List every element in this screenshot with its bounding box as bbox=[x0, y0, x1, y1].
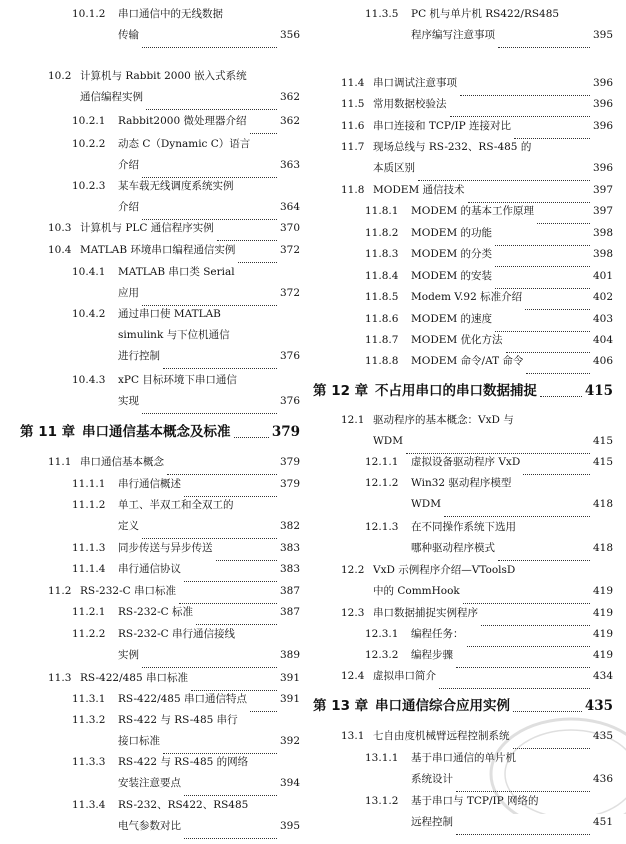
section-title: 实现 bbox=[118, 395, 139, 407]
left-entry-23 bbox=[0, 799, 300, 820]
dot-leader bbox=[468, 201, 590, 203]
left-entry-12 bbox=[0, 478, 300, 499]
right-entry-2 bbox=[313, 98, 613, 119]
page-number: 370 bbox=[279, 222, 300, 234]
dot-leader bbox=[463, 602, 590, 604]
left-entry-4-line-2 bbox=[0, 201, 300, 222]
section-title: MODEM 通信技术 bbox=[373, 184, 465, 196]
section-number: 第 12 章 bbox=[313, 383, 369, 399]
section-title: 在不同操作系统下选用 bbox=[411, 521, 516, 533]
section-number: 11.7 bbox=[341, 141, 365, 153]
right-entry-4 bbox=[313, 141, 613, 162]
dot-leader bbox=[460, 94, 590, 96]
section-number: 12.1 bbox=[341, 414, 365, 426]
section-number: 11.8.3 bbox=[365, 248, 399, 260]
dot-leader bbox=[196, 623, 277, 625]
section-title: 定义 bbox=[118, 520, 139, 532]
page-number: 397 bbox=[592, 184, 613, 196]
section-number: 11.1.3 bbox=[72, 542, 106, 554]
section-title: 不占用串口的串口数据捕捉 bbox=[375, 383, 537, 399]
page-number: 362 bbox=[279, 115, 300, 127]
section-number: 11.8.2 bbox=[365, 227, 399, 239]
section-title: MODEM 命令/AT 命令 bbox=[411, 355, 524, 367]
page-number: 451 bbox=[592, 816, 613, 828]
section-title: 计算机与 PLC 通信程序实例 bbox=[80, 222, 214, 234]
section-title: 串行通信协议 bbox=[118, 563, 181, 575]
section-number: 10.3 bbox=[48, 222, 72, 234]
section-title: 同步传送与异步传送 bbox=[118, 542, 213, 554]
right-entry-15-line-2 bbox=[313, 435, 613, 456]
right-entry-5 bbox=[313, 184, 613, 205]
page-number: 395 bbox=[592, 29, 613, 41]
section-title: MODEM 的速度 bbox=[411, 313, 493, 325]
left-entry-21 bbox=[0, 714, 300, 735]
section-title: RS-232-C 串口标准 bbox=[80, 585, 176, 597]
left-entry-23-line-2 bbox=[0, 820, 300, 841]
section-title: simulink 与下位机通信 bbox=[118, 329, 230, 341]
right-entry-6 bbox=[313, 205, 613, 226]
left-entry-8 bbox=[0, 308, 300, 329]
dot-leader bbox=[184, 495, 277, 497]
section-title: 编程任务： bbox=[411, 628, 464, 640]
left-entry-17 bbox=[0, 606, 300, 627]
section-title: 系统设计 bbox=[411, 773, 453, 785]
section-number: 12.2 bbox=[341, 564, 365, 576]
section-title: MODEM 的安装 bbox=[411, 270, 493, 282]
dot-leader bbox=[456, 833, 590, 835]
section-title: 驱动程序的基本概念：VxD 与 bbox=[373, 414, 514, 426]
dot-leader bbox=[163, 752, 277, 754]
page-number: 391 bbox=[279, 672, 300, 684]
section-number: 11.1.4 bbox=[72, 563, 106, 575]
section-number: 10.4.2 bbox=[72, 308, 106, 320]
section-title: 程序编写注意事项 bbox=[411, 29, 495, 41]
page-number: 394 bbox=[279, 777, 300, 789]
page-number: 419 bbox=[592, 649, 613, 661]
page-number: 383 bbox=[279, 542, 300, 554]
dot-leader bbox=[250, 710, 277, 712]
section-number: 10.1.2 bbox=[72, 8, 106, 20]
section-title: MATLAB 串口类 Serial bbox=[118, 266, 235, 278]
left-entry-10 bbox=[0, 424, 300, 440]
section-title: 安装注意要点 bbox=[118, 777, 181, 789]
section-title: 远程控制 bbox=[411, 816, 453, 828]
section-title: 实例 bbox=[118, 649, 139, 661]
section-title: 串行通信概述 bbox=[118, 478, 181, 490]
section-number: 12.1.3 bbox=[365, 521, 399, 533]
section-title: 现场总线与 RS-232、RS-485 的 bbox=[373, 141, 532, 153]
section-number: 11.3.4 bbox=[72, 799, 106, 811]
section-title: 应用 bbox=[118, 287, 139, 299]
right-entry-4-line-2 bbox=[313, 162, 613, 183]
dot-leader bbox=[525, 308, 590, 310]
right-entry-23 bbox=[313, 670, 613, 691]
section-title: MODEM 的基本工作原理 bbox=[411, 205, 535, 217]
section-title: MODEM 优化方法 bbox=[411, 334, 503, 346]
left-entry-0 bbox=[0, 8, 300, 29]
page-number: 402 bbox=[592, 291, 613, 303]
dot-leader bbox=[498, 46, 590, 48]
dot-leader bbox=[467, 645, 590, 647]
section-number: 11.5 bbox=[341, 98, 365, 110]
page-number: 415 bbox=[584, 383, 613, 399]
right-entry-3 bbox=[313, 120, 613, 141]
right-entry-22 bbox=[313, 649, 613, 670]
section-number: 13.1.1 bbox=[365, 752, 399, 764]
page-number: 379 bbox=[271, 424, 300, 440]
section-title: 通过串口使 MATLAB bbox=[118, 308, 221, 320]
section-title: 介绍 bbox=[118, 159, 139, 171]
section-title: RS-422 与 RS-485 的网络 bbox=[118, 756, 249, 768]
page-number: 376 bbox=[279, 395, 300, 407]
section-title: 通信编程实例 bbox=[80, 91, 143, 103]
page-number: 396 bbox=[592, 120, 613, 132]
section-number: 11.3.1 bbox=[72, 693, 106, 705]
page-number: 372 bbox=[279, 244, 300, 256]
left-entry-5 bbox=[0, 222, 300, 243]
right-entry-27-line-2 bbox=[313, 816, 613, 837]
left-entry-7-line-2 bbox=[0, 287, 300, 308]
section-title: 串口连接和 TCP/IP 连接对比 bbox=[373, 120, 512, 132]
section-number: 11.3.2 bbox=[72, 714, 106, 726]
left-entry-1-line-2 bbox=[0, 91, 300, 112]
dot-leader bbox=[495, 330, 590, 332]
section-title: 单工、半双工和全双工的 bbox=[118, 499, 234, 511]
section-title: 基于串口通信的单片机 bbox=[411, 752, 516, 764]
left-entry-18-line-2 bbox=[0, 649, 300, 670]
dot-leader bbox=[142, 304, 277, 306]
right-entry-16 bbox=[313, 456, 613, 477]
right-entry-7 bbox=[313, 227, 613, 248]
section-title: Rabbit2000 微处理器介绍 bbox=[118, 115, 247, 127]
section-number: 11.8.7 bbox=[365, 334, 399, 346]
section-number: 13.1.2 bbox=[365, 795, 399, 807]
left-entry-13 bbox=[0, 499, 300, 520]
page-number: 404 bbox=[592, 334, 613, 346]
dot-leader bbox=[506, 351, 590, 353]
right-entry-19-line-2 bbox=[313, 585, 613, 606]
right-entry-1 bbox=[313, 77, 613, 98]
right-entry-12 bbox=[313, 334, 613, 355]
section-number: 11.8.4 bbox=[365, 270, 399, 282]
left-entry-1 bbox=[0, 70, 300, 91]
left-entry-22-line-2 bbox=[0, 777, 300, 798]
dot-leader bbox=[184, 794, 277, 796]
right-entry-11 bbox=[313, 313, 613, 334]
dot-leader bbox=[238, 261, 277, 263]
section-number: 11.4 bbox=[341, 77, 365, 89]
page-number: 419 bbox=[592, 628, 613, 640]
right-entry-0-line-2 bbox=[313, 29, 613, 50]
left-entry-13-line-2 bbox=[0, 520, 300, 541]
page-number: 434 bbox=[592, 670, 613, 682]
dot-leader bbox=[450, 115, 590, 117]
dot-leader bbox=[481, 624, 590, 626]
page-number: 379 bbox=[279, 456, 300, 468]
left-entry-2 bbox=[0, 115, 300, 136]
section-title: 七自由度机械臂远程控制系统 bbox=[373, 730, 510, 742]
page-number: 397 bbox=[592, 205, 613, 217]
dot-leader bbox=[142, 218, 277, 220]
dot-leader bbox=[495, 265, 590, 267]
left-entry-16 bbox=[0, 585, 300, 606]
page-number: 436 bbox=[592, 773, 613, 785]
right-entry-9 bbox=[313, 270, 613, 291]
left-entry-7 bbox=[0, 266, 300, 287]
section-title: 本质区别 bbox=[373, 162, 415, 174]
section-number: 11.8.5 bbox=[365, 291, 399, 303]
dot-leader bbox=[216, 559, 277, 561]
right-entry-18-line-2 bbox=[313, 542, 613, 563]
section-title: 串口通信中的无线数据 bbox=[118, 8, 223, 20]
left-entry-20 bbox=[0, 693, 300, 714]
left-entry-6 bbox=[0, 244, 300, 265]
section-number: 10.4 bbox=[48, 244, 72, 256]
right-entry-13 bbox=[313, 355, 613, 376]
page-number: 418 bbox=[592, 542, 613, 554]
section-title: 编程步骤 bbox=[411, 649, 453, 661]
page-number: 387 bbox=[279, 585, 300, 597]
page-number: 396 bbox=[592, 162, 613, 174]
section-title: RS-232-C 标准 bbox=[118, 606, 193, 618]
dot-leader bbox=[495, 244, 590, 246]
dot-leader bbox=[142, 46, 277, 48]
page-number: 415 bbox=[592, 456, 613, 468]
left-entry-8-line-3 bbox=[0, 350, 300, 371]
section-number: 11.8.1 bbox=[365, 205, 399, 217]
dot-leader bbox=[146, 108, 277, 110]
section-title: 某车载无线调度系统实例 bbox=[118, 180, 234, 192]
section-title: 中的 CommHook bbox=[373, 585, 460, 597]
left-entry-3 bbox=[0, 138, 300, 159]
section-title: 基于串口与 TCP/IP 网络的 bbox=[411, 795, 539, 807]
dot-leader bbox=[234, 436, 269, 438]
dot-leader bbox=[406, 452, 590, 454]
dot-leader bbox=[142, 537, 277, 539]
right-entry-14 bbox=[313, 383, 613, 399]
section-title: WDM bbox=[411, 498, 441, 510]
section-title: 虚拟串口简介 bbox=[373, 670, 436, 682]
dot-leader bbox=[537, 222, 590, 224]
section-title: Modem V.92 标准介绍 bbox=[411, 291, 523, 303]
left-entry-4 bbox=[0, 180, 300, 201]
section-number: 10.2.3 bbox=[72, 180, 106, 192]
section-number: 11.3 bbox=[48, 672, 72, 684]
page-number: 435 bbox=[592, 730, 613, 742]
left-entry-18 bbox=[0, 628, 300, 649]
page-number: 401 bbox=[592, 270, 613, 282]
section-title: 常用数据校验法 bbox=[373, 98, 447, 110]
dot-leader bbox=[526, 372, 590, 374]
section-title: 传输 bbox=[118, 29, 139, 41]
left-entry-14 bbox=[0, 542, 300, 563]
section-title: Win32 驱动程序模型 bbox=[411, 477, 512, 489]
dot-leader bbox=[184, 580, 277, 582]
page-number: 395 bbox=[279, 820, 300, 832]
page-number: 398 bbox=[592, 248, 613, 260]
section-title: 虚拟设备驱动程序 VxD bbox=[411, 456, 521, 468]
right-entry-8 bbox=[313, 248, 613, 269]
page-number: 392 bbox=[279, 735, 300, 747]
page-number: 379 bbox=[279, 478, 300, 490]
section-number: 11.6 bbox=[341, 120, 365, 132]
dot-leader bbox=[142, 176, 277, 178]
page-number: 406 bbox=[592, 355, 613, 367]
section-title: RS-422/485 串口标准 bbox=[80, 672, 188, 684]
section-title: 串口通信综合应用实例 bbox=[375, 698, 510, 714]
section-number: 10.2 bbox=[48, 70, 72, 82]
section-number: 11.1.1 bbox=[72, 478, 106, 490]
dot-leader bbox=[418, 179, 590, 181]
page-number: 396 bbox=[592, 98, 613, 110]
section-number: 11.2.2 bbox=[72, 628, 106, 640]
dot-leader bbox=[217, 239, 277, 241]
section-title: 电气参数对比 bbox=[118, 820, 181, 832]
section-number: 12.1.2 bbox=[365, 477, 399, 489]
section-title: 进行控制 bbox=[118, 350, 160, 362]
right-entry-21 bbox=[313, 628, 613, 649]
dot-leader bbox=[523, 473, 590, 475]
page-number: 396 bbox=[592, 77, 613, 89]
section-number: 10.2.2 bbox=[72, 138, 106, 150]
page-number: 418 bbox=[592, 498, 613, 510]
section-number: 12.3.2 bbox=[365, 649, 399, 661]
left-entry-21-line-2 bbox=[0, 735, 300, 756]
section-number: 10.2.1 bbox=[72, 115, 106, 127]
dot-leader bbox=[167, 473, 277, 475]
dot-leader bbox=[142, 666, 277, 668]
dot-leader bbox=[498, 559, 590, 561]
section-number: 10.4.3 bbox=[72, 374, 106, 386]
page-number: 419 bbox=[592, 607, 613, 619]
section-number: 10.4.1 bbox=[72, 266, 106, 278]
section-number: 12.3.1 bbox=[365, 628, 399, 640]
page-number: 382 bbox=[279, 520, 300, 532]
page-number: 389 bbox=[279, 649, 300, 661]
dot-leader bbox=[191, 689, 277, 691]
section-number: 第 11 章 bbox=[20, 424, 76, 440]
left-entry-22 bbox=[0, 756, 300, 777]
section-title: 计算机与 Rabbit 2000 嵌入式系统 bbox=[80, 70, 247, 82]
section-title: xPC 目标环境下串口通信 bbox=[118, 374, 237, 386]
page-number: 398 bbox=[592, 227, 613, 239]
page-number: 403 bbox=[592, 313, 613, 325]
section-title: 哪种驱动程序模式 bbox=[411, 542, 495, 554]
section-title: MODEM 的分类 bbox=[411, 248, 493, 260]
left-entry-9-line-2 bbox=[0, 395, 300, 416]
section-number: 第 13 章 bbox=[313, 698, 369, 714]
page-number: 363 bbox=[279, 159, 300, 171]
right-entry-15 bbox=[313, 414, 613, 435]
page-number: 362 bbox=[279, 91, 300, 103]
page-number: 387 bbox=[279, 606, 300, 618]
dot-leader bbox=[444, 515, 590, 517]
section-title: MODEM 的功能 bbox=[411, 227, 493, 239]
dot-leader bbox=[495, 287, 590, 289]
library-stamp-watermark bbox=[476, 704, 626, 814]
section-title: PC 机与单片机 RS422/RS485 bbox=[411, 8, 560, 20]
section-number: 12.3 bbox=[341, 607, 365, 619]
section-number: 11.1.2 bbox=[72, 499, 106, 511]
dot-leader bbox=[456, 666, 590, 668]
left-entry-8-line-2 bbox=[0, 329, 300, 350]
dot-leader bbox=[439, 687, 590, 689]
section-number: 11.2 bbox=[48, 585, 72, 597]
left-entry-11 bbox=[0, 456, 300, 477]
section-number: 11.3.3 bbox=[72, 756, 106, 768]
dot-leader bbox=[163, 367, 277, 369]
right-entry-10 bbox=[313, 291, 613, 312]
section-title: 接口标准 bbox=[118, 735, 160, 747]
page-number: 364 bbox=[279, 201, 300, 213]
right-entry-17 bbox=[313, 477, 613, 498]
section-title: RS-232、RS422、RS485 bbox=[118, 799, 249, 811]
page-number: 356 bbox=[279, 29, 300, 41]
section-number: 11.8 bbox=[341, 184, 365, 196]
section-title: 串口数据捕捉实例程序 bbox=[373, 607, 478, 619]
left-entry-3-line-2 bbox=[0, 159, 300, 180]
dot-leader bbox=[514, 137, 590, 139]
section-number: 11.3.5 bbox=[365, 8, 399, 20]
section-title: 串口通信基本概念 bbox=[80, 456, 164, 468]
page-number: 376 bbox=[279, 350, 300, 362]
right-entry-0 bbox=[313, 8, 613, 29]
dot-leader bbox=[179, 602, 277, 604]
section-number: 11.1 bbox=[48, 456, 72, 468]
section-title: WDM bbox=[373, 435, 403, 447]
right-entry-18 bbox=[313, 521, 613, 542]
section-title: 动态 C（Dynamic C）语言 bbox=[118, 138, 251, 150]
right-entry-20 bbox=[313, 607, 613, 628]
section-title: 串口调试注意事项 bbox=[373, 77, 457, 89]
right-entry-19 bbox=[313, 564, 613, 585]
section-number: 11.8.6 bbox=[365, 313, 399, 325]
section-title: RS-232-C 串行通信接线 bbox=[118, 628, 235, 640]
section-title: RS-422/485 串口通信特点 bbox=[118, 693, 247, 705]
section-title: RS-422 与 RS-485 串行 bbox=[118, 714, 238, 726]
dot-leader bbox=[142, 412, 277, 414]
page-number: 383 bbox=[279, 563, 300, 575]
page-number: 372 bbox=[279, 287, 300, 299]
page-number: 415 bbox=[592, 435, 613, 447]
dot-leader bbox=[250, 132, 277, 134]
left-entry-19 bbox=[0, 672, 300, 693]
right-entry-17-line-2 bbox=[313, 498, 613, 519]
section-title: 串口通信基本概念及标准 bbox=[82, 424, 231, 440]
page-number: 435 bbox=[584, 698, 613, 714]
section-title: 介绍 bbox=[118, 201, 139, 213]
section-number: 11.2.1 bbox=[72, 606, 106, 618]
section-number: 12.4 bbox=[341, 670, 365, 682]
dot-leader bbox=[184, 837, 277, 839]
section-title: MATLAB 环境串口编程通信实例 bbox=[80, 244, 236, 256]
section-title: VxD 示例程序介绍—VToolsD bbox=[373, 564, 516, 576]
page-number: 419 bbox=[592, 585, 613, 597]
left-entry-9 bbox=[0, 374, 300, 395]
dot-leader bbox=[540, 395, 582, 397]
section-number: 13.1 bbox=[341, 730, 365, 742]
section-number: 12.1.1 bbox=[365, 456, 399, 468]
section-number: 11.8.8 bbox=[365, 355, 399, 367]
left-entry-0-line-2 bbox=[0, 29, 300, 50]
left-entry-15 bbox=[0, 563, 300, 584]
page-number: 391 bbox=[279, 693, 300, 705]
